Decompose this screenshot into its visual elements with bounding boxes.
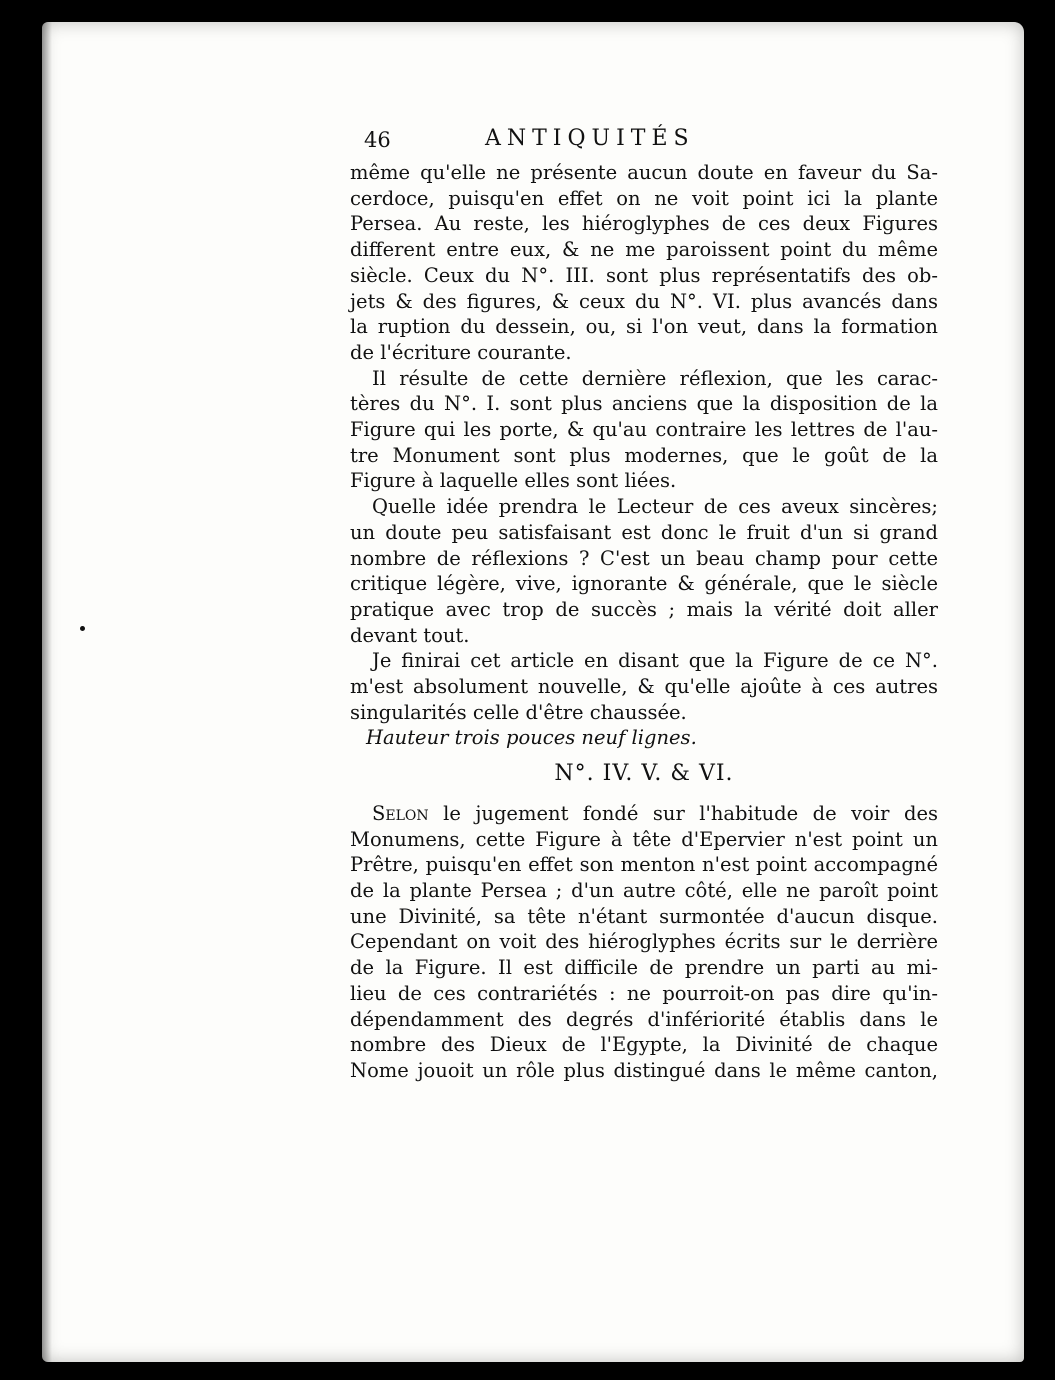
text-line: jets & des figures, & ceux du N°. VI. plus avancés dans xyxy=(350,289,938,313)
text-line: nombre de réflexions ? C'est un beau champ pour cette xyxy=(350,546,938,570)
paragraph-3 xyxy=(350,494,938,648)
text-line: siècle. Ceux du N°. III. sont plus représentatifs des ob- xyxy=(350,263,938,287)
paragraph-4 xyxy=(350,648,938,725)
text-line: Persea. Au reste, les hiéroglyphes de ces deux Figures xyxy=(350,212,938,236)
paragraph-1 xyxy=(350,160,938,366)
text-line: tères du N°. I. sont plus anciens que la disposition de la xyxy=(350,392,938,416)
text-line: tre Monument sont plus modernes, que le goût de la xyxy=(350,443,938,467)
page-number: 46 xyxy=(364,128,391,152)
text-line: un doute peu satisfaisant est donc le fruit d'un si grand xyxy=(350,520,938,544)
height-note: Hauteur trois pouces neuf lignes. xyxy=(366,726,697,750)
text-line: Il résulte de cette dernière réflexion, que les carac- xyxy=(372,366,938,390)
paragraph-2 xyxy=(350,366,938,495)
lead-word: Selon xyxy=(372,801,429,825)
text-line: Figure à laquelle elles sont liées. xyxy=(350,469,677,493)
text-line: m'est absolument nouvelle, & qu'elle ajoûte à ces autres xyxy=(350,675,938,699)
text-line: Monumens, cette Figure à tête d'Epervier n'est point un xyxy=(350,827,938,851)
text-line: de la Figure. Il est difficile de prendre un parti au mi- xyxy=(350,956,938,980)
text-line: Nome jouoit un rôle plus distingué dans le même canton, xyxy=(350,1058,938,1082)
text-line: dépendamment des degrés d'infériorité établis dans le xyxy=(350,1007,938,1031)
text-line: la ruption du dessein, ou, si l'on veut, dans la formation xyxy=(350,315,938,339)
text-line: Quelle idée prendra le Lecteur de ces aveux sincères; xyxy=(372,495,938,519)
running-head xyxy=(350,126,938,156)
text-line: devant tout. xyxy=(350,623,470,647)
text-line: pratique avec trop de succès ; mais la vérité doit aller xyxy=(350,597,938,621)
text-line-rest: le jugement fondé sur l'habitude de voir des xyxy=(428,801,938,825)
text-line: Cependant on voit des hiéroglyphes écrits sur le derrière xyxy=(350,930,938,954)
text-line: Figure qui les porte, & qu'au contraire les lettres de l'au- xyxy=(350,418,938,442)
text-line: singularités celle d'être chaussée. xyxy=(350,700,687,724)
text-line: nombre des Dieux de l'Egypte, la Divinité de chaque xyxy=(350,1033,938,1057)
text-line: lieu de ces contrariétés : ne pourroit-on pas dire qu'in- xyxy=(350,981,938,1005)
text-line: Je finirai cet article en disant que la Figure de ce N°. xyxy=(372,649,938,673)
text-line: une Divinité, sa tête n'étant surmontée d'aucun disque. xyxy=(350,904,938,928)
text-line: même qu'elle ne présente aucun doute en faveur du Sa- xyxy=(350,161,938,184)
text-line: critique légère, vive, ignorante & générale, que le siècle xyxy=(350,572,938,596)
margin-speck xyxy=(80,626,85,631)
text-line: de l'écriture courante. xyxy=(350,340,572,364)
section-heading: N°. IV. V. & VI. xyxy=(554,761,734,787)
paragraph-5 xyxy=(350,801,938,1084)
text-line: cerdoce, puisqu'en effet on ne voit point ici la plante xyxy=(350,186,938,210)
text-line: different entre eux, & ne me paroissent point du même xyxy=(350,238,938,262)
text-line: de la plante Persea ; d'un autre côté, elle ne paroît point xyxy=(350,878,938,902)
text-line-first xyxy=(350,801,938,827)
running-title: ANTIQUITÉS xyxy=(485,126,695,151)
page-text xyxy=(350,126,938,1084)
page-gutter-shadow xyxy=(42,22,52,1362)
text-line: Prêtre, puisqu'en effet son menton n'est point accompagné xyxy=(350,853,938,877)
